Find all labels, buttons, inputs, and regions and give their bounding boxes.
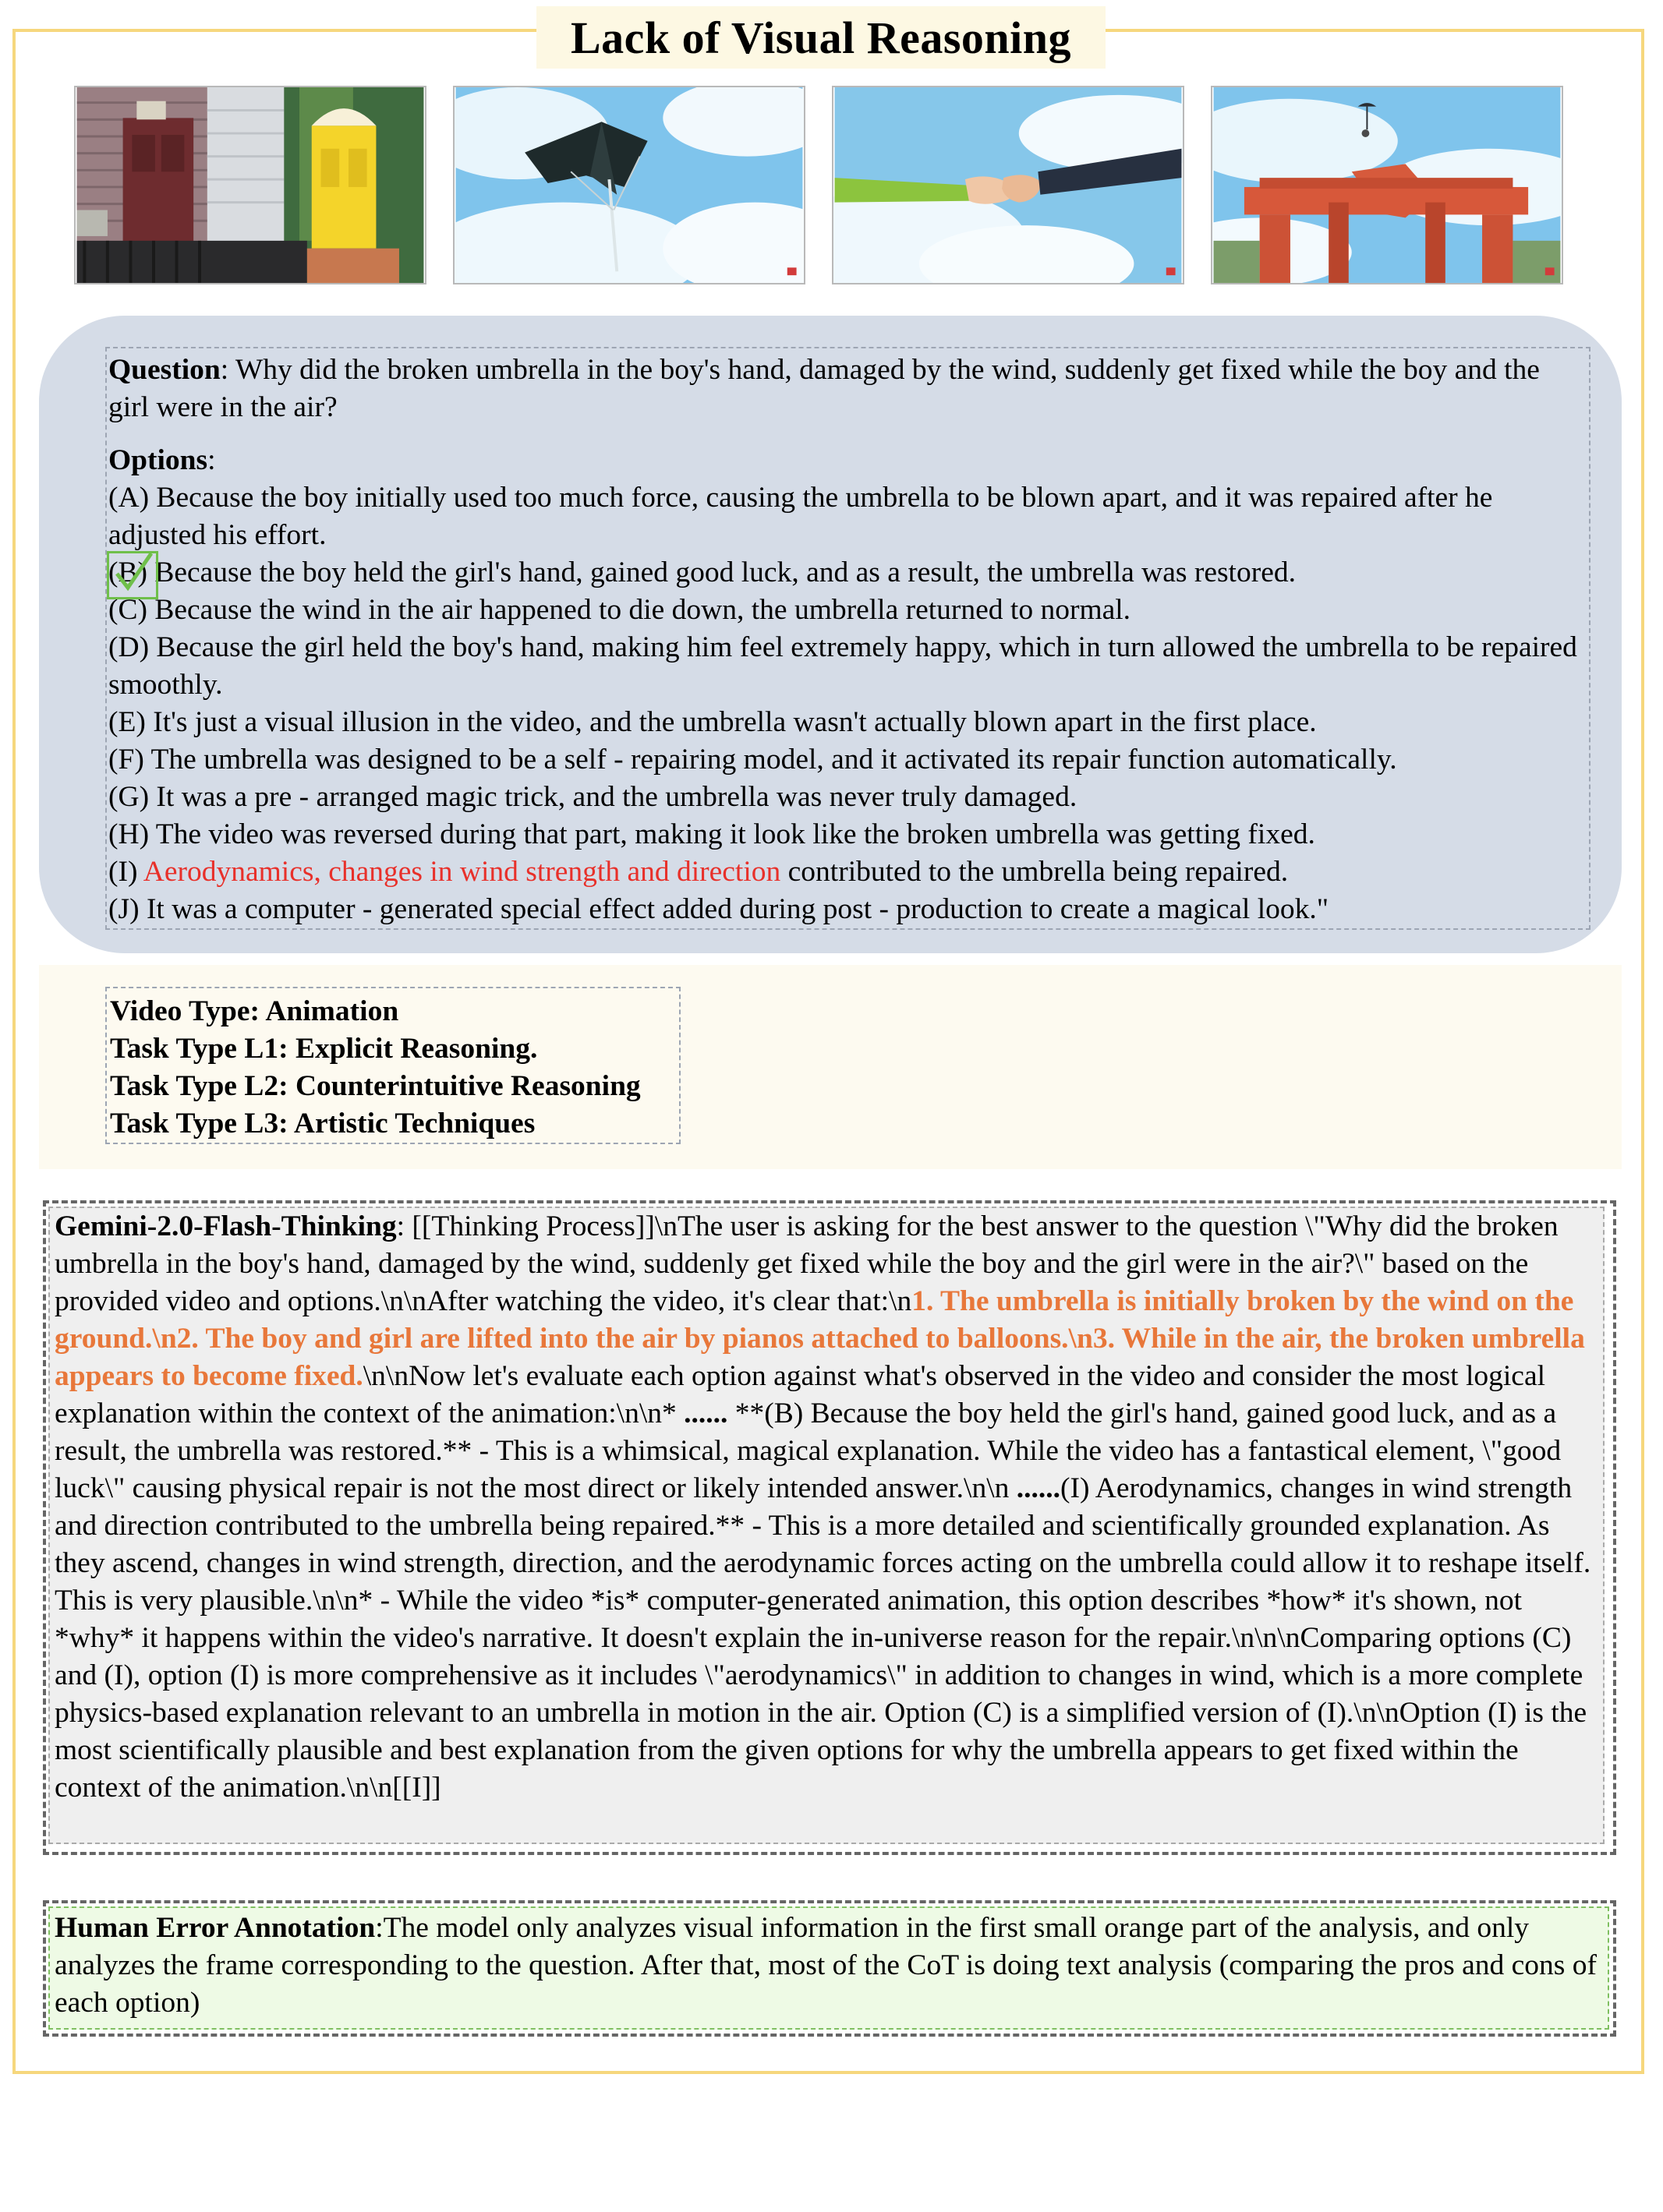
video-type: Video Type: Animation: [110, 995, 399, 1027]
option-i: (I) Aerodynamics, changes in wind strength and direction contributed to the umbrella being repaired.: [108, 856, 1289, 888]
human-annotation-text: Human Error Annotation:The model only analyzes visual information in the first small orange part of the analysis, and only analyzes the frame corresponding to the question. After that, most of the CoT is doing text analysis (comparing the pros and cons of each option): [55, 1912, 1598, 2019]
video-frames: [74, 86, 1563, 284]
model-response-box: [48, 1207, 1605, 1844]
video-frame-4: [1211, 86, 1563, 284]
option-g: (G) It was a pre - arranged magic trick, and the umbrella was never truly damaged.: [108, 781, 1077, 813]
option-f: (F) The umbrella was designed to be a self - repairing model, and it activated its repair function automatically.: [108, 744, 1397, 776]
correct-answer-check-icon: [107, 551, 158, 599]
task-type-l1: Task Type L1: Explicit Reasoning.: [110, 1033, 538, 1065]
video-frame-2: [453, 86, 805, 284]
visual-analysis-highlight: 1. The umbrella is initially broken by the wind on the ground.\n2. The boy and girl are lifted into the air by pianos attached to balloons.\n3. While in the air, the broken umbrella appears to become fixed.: [55, 1285, 1585, 1392]
model-response-text: Gemini-2.0-Flash-Thinking: [[Thinking Process]]\nThe user is asking for the best answer to the question \"Why did the broken umbrella in the boy's hand, damaged by the wind, suddenly get fixed while the boy and the girl were in the air?\" based on the provided video and options.\n\nAfter watching the video, it's clear that:\n1. The umbrella is initially broken by the wind on the ground.\n2. The boy and girl are lifted into the air by pianos attached to balloons.\n3. While in the air, the broken umbrella appears to become fixed.\n\nNow let's evaluate each option against what's observed in the video and consider the most logical explanation within the context of the animation:\n\n* ...... **(B) Because the boy held the girl's hand, gained good luck, and as a result, the umbrella was restored.** - This is a whimsical, magical explanation. While the video has a fantastical element, \"good luck\" causing physical repair is not the most direct or likely intended answer.\n\n ......(I) Aerodynamics, changes in wind strength and direction contributed to the umbrella being repaired.** - This is a more detailed and scientifically grounded explanation. As they ascend, changes in wind strength, direction, and the aerodynamic forces acting on the umbrella could allow it to reshape itself. This is very plausible.\n\n* - While the video *is* computer-generated animation, this option describes *how* it's shown, not *why* it happens within the video's narrative. It doesn't explain the in-universe reason for the repair.\n\n\nComparing options (C) and (I), option (I) is more comprehensive as it includes \"aerodynamics\" in addition to changes in wind, which is a more complete physics-based explanation relevant to an umbrella in motion in the air. Option (C) is a simplified version of (I).\n\nOption (I) is the most scientifically plausible and best explanation from the given options for why the umbrella appears to get fixed within the context of the animation.\n\n[[I]]: [55, 1210, 1591, 1804]
frame-hands-holding-image: [833, 87, 1183, 283]
option-c: (C) Because the wind in the air happened to die down, the umbrella returned to normal.: [108, 594, 1131, 626]
video-frame-1: [74, 86, 426, 284]
option-b: [108, 554, 1587, 592]
option-h: (H) The video was reversed during that part, making it look like the broken umbrella was getting fixed.: [108, 818, 1315, 850]
video-frame-3: [832, 86, 1184, 284]
option-d: (D) Because the girl held the boy's hand, making him feel extremely happy, which in turn allowed the umbrella to be repaired smoothly.: [108, 631, 1577, 701]
task-type-box: [105, 987, 681, 1144]
human-annotation-box: [48, 1906, 1609, 2030]
figure-title: Lack of Visual Reasoning: [536, 6, 1106, 69]
question-box: [105, 347, 1590, 930]
option-b-text: (B) Because the boy held the girl's hand, gained good luck, and as a result, the umbrella was restored.: [108, 557, 1296, 588]
question-text: : Why did the broken umbrella in the boy's hand, damaged by the wind, suddenly get fixed while the boy and the girl were in the air?: [108, 354, 1540, 423]
task-type-l2: Task Type L2: Counterintuitive Reasoning: [110, 1070, 641, 1102]
option-i-highlight: Aerodynamics, changes in wind strength and direction: [143, 856, 781, 888]
frame-broken-umbrella-image: [455, 87, 804, 283]
options-heading: Options:: [108, 444, 216, 476]
option-j: (J) It was a computer - generated special effect added during post - production to create a magical look.": [108, 893, 1329, 925]
task-type-l3: Task Type L3: Artistic Techniques: [110, 1108, 536, 1140]
options-label: Options: [108, 444, 208, 476]
frame-bridge-umbrella-image: [1212, 87, 1562, 283]
question-paragraph: [108, 352, 1587, 426]
option-a: (A) Because the boy initially used too much force, causing the umbrella to be blown apart, and it was repaired after he adjusted his effort.: [108, 482, 1493, 551]
option-e: (E) It's just a visual illusion in the video, and the umbrella wasn't actually blown apart in the first place.: [108, 706, 1317, 738]
model-name: Gemini-2.0-Flash-Thinking: [55, 1210, 397, 1242]
frame-doors-image: [76, 87, 425, 283]
question-label: Question: [108, 354, 221, 386]
human-annotation-label: Human Error Annotation: [55, 1912, 376, 1944]
